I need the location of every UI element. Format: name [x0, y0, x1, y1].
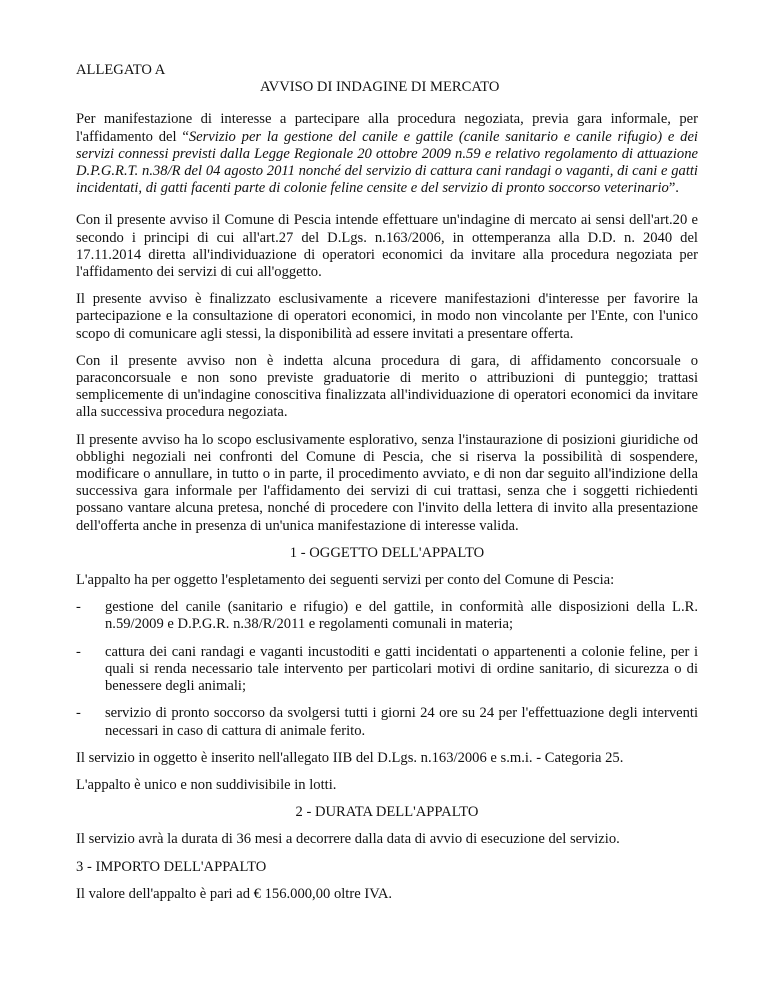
section-2-heading: 2 - DURATA DELL'APPALTO — [295, 804, 479, 821]
section-2-text: Il servizio avrà la durata di 36 mesi a decorrere dalla data di avvio di esecuzione del servizio. — [76, 831, 620, 848]
list-item — [76, 644, 698, 696]
section-1-note-category: Il servizio in oggetto è inserito nell'allegato IIB del D.Lgs. n.163/2006 e s.m.i. - Categoria 25. — [76, 749, 624, 766]
service-description: Servizio per la gestione del canile e gattile (canile sanitario e canile rifugio) e dei servizi connessi previsti dalla Legge Regionale 20 ottobre 2009 n.59 e relativo regolamento di attuazione D.P.G.R.T. n.38/R del 04 agosto 2011 nonché del servizio di cattura cani randagi o vaganti, di cani e gatti incidentati, di gatti facenti parte di colonie feline censite e del servizio di pronto soccorso veterinario — [76, 128, 698, 197]
document-page — [76, 62, 698, 903]
section-3-text: Il valore dell'appalto è pari ad € 156.000,00 oltre IVA. — [76, 885, 393, 902]
paragraph-procedura: Con il presente avviso non è indetta alcuna procedura di gara, di affidamento concorsuale o paraconcorsuale e non sono previste graduatorie di merito o attribuzioni di punteggio; trattasi semplicemente di un'indagine conoscitiva finalizzata all'individuazione di operatori economici da invitare alla successiva procedura negoziata. — [76, 352, 698, 421]
allegato-label: ALLEGATO A — [76, 62, 166, 78]
intro-lead: Per manifestazione di interesse a partecipare alla procedura negoziata, previa gara informale, per l'affidamento del “ — [76, 111, 698, 145]
intro-paragraph — [76, 111, 698, 197]
paragraph-esplorativo: Il presente avviso ha lo scopo esclusivamente esplorativo, senza l'instaurazione di posizioni giuridiche od obblighi negoziali nei confronti del Comune di Pescia, che si riserva la possibilità di sospendere, modificare o annullare, in tutto o in parte, il procedimento avviato, e di non dar seguito all'indizione della successiva gara informale per l'affidamento dei servizi di cui trattasi, senza che i soggetti richiedenti possano vantare alcuna pretesa, nonché di procedere con l'invito della lettera di invito alla presentazione dell'offerta anche in presenza di un'unica manifestazione di interesse valida. — [76, 431, 698, 534]
list-item-text: servizio di pronto soccorso da svolgersi tutti i giorni 24 ore su 24 per l'effettuazione degli interventi necessari in caso di cattura di animale ferito. — [105, 705, 698, 739]
section-3-heading: 3 - IMPORTO DELL'APPALTO — [76, 858, 267, 875]
intro-tail: ”. — [668, 180, 679, 197]
section-1-heading: 1 - OGGETTO DELL'APPALTO — [289, 544, 485, 561]
section-1-note-lotti: L'appalto è unico e non suddivisibile in lotti. — [76, 776, 337, 793]
list-item — [76, 599, 698, 633]
paragraph-finalita: Il presente avviso è finalizzato esclusivamente a ricevere manifestazioni d'interesse per favorire la partecipazione e la consultazione di operatori economici, in modo non vincolante per l'Ente, con l'unico scopo di comunicare agli stessi, la disponibilità ad essere invitati a presentare offerta. — [76, 291, 698, 342]
list-bullet: - — [76, 643, 81, 660]
paragraph-indagine: Con il presente avviso il Comune di Pescia intende effettuare un'indagine di mercato ai sensi dell'art.20 e secondo i principi di cui all'art.27 del D.Lgs. n.163/2006, in ottemperanza alla D.D. n. 2040 del 17.11.2014 diretta all'individuazione di operatori economici da invitare alla procedura negoziata per l'affidamento dei servizi di cui all'oggetto. — [76, 212, 698, 281]
list-item-text: cattura dei cani randagi e vaganti incustoditi e gatti incidentati o appartenenti a colonie feline, per i quali si renda necessario tale intervento per particolari motivi di ordine sanitario, di sicurezza o di benessere degli animali; — [105, 643, 698, 695]
list-item-text: gestione del canile (sanitario e rifugio) e del gattile, in conformità alle disposizioni della L.R. n.59/2009 e D.P.G.R. n.38/R/2011 e regolamenti comunali in materia; — [105, 599, 698, 633]
document-title: AVVISO DI INDAGINE DI MERCATO — [260, 79, 500, 96]
section-1-intro: L'appalto ha per oggetto l'espletamento dei seguenti servizi per conto del Comune di Pescia: — [76, 572, 615, 589]
list-bullet: - — [76, 705, 81, 722]
list-item — [76, 705, 698, 739]
list-bullet: - — [76, 599, 81, 616]
